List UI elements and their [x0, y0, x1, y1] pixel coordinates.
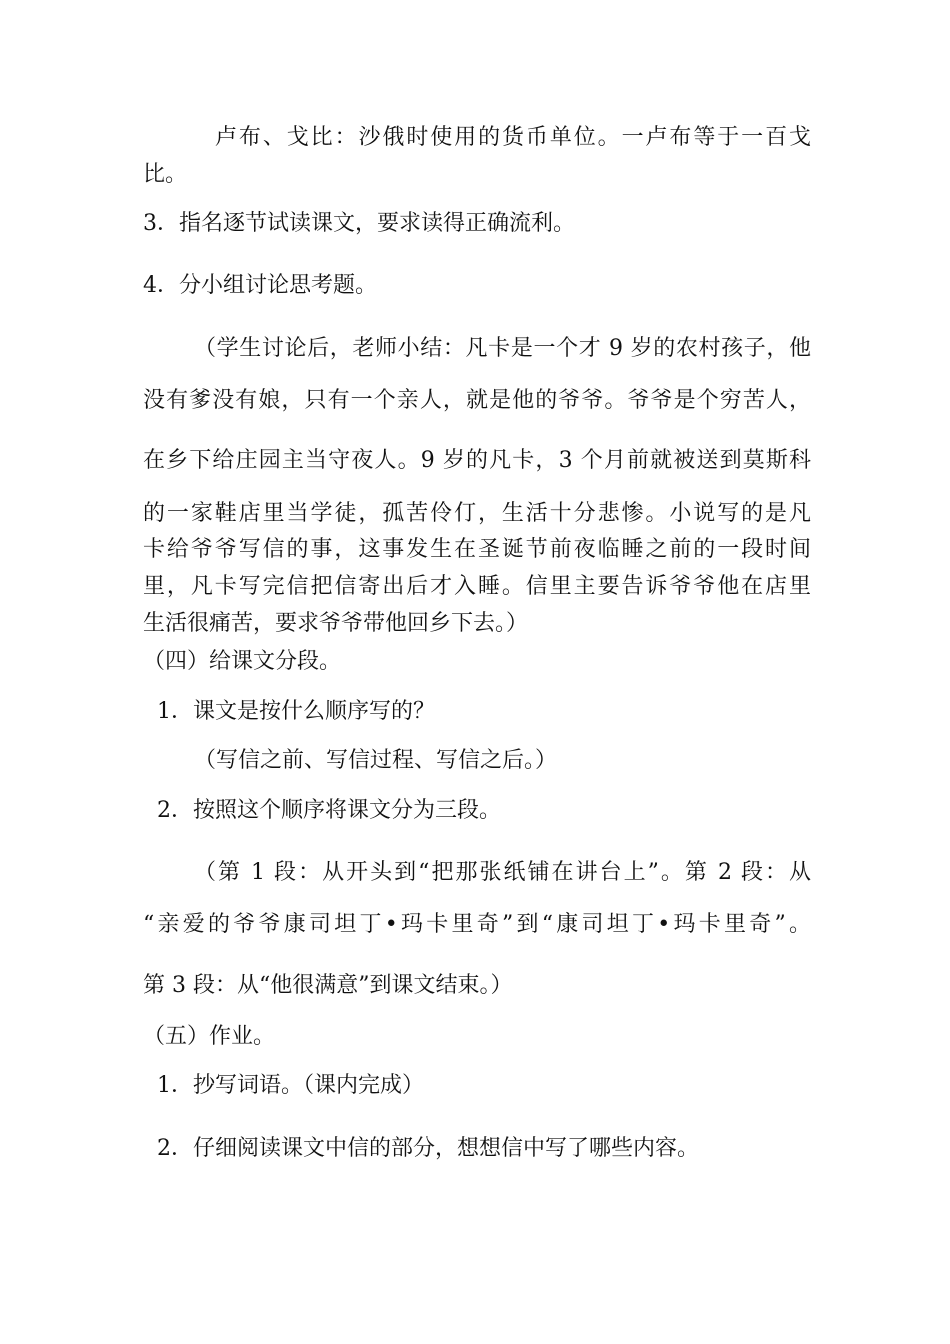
text-line: 里，凡卡写完信把信寄出后才入睡。信里主要告诉爷爷他在店里	[143, 574, 811, 599]
text-line: 卢布、戈比：沙俄时使用的货币单位。一卢布等于一百戈	[215, 125, 811, 150]
text-line: 3．指名逐节试读课文，要求读得正确流利。	[143, 211, 575, 236]
text-line: 比。	[143, 162, 188, 187]
text-line: 1．抄写词语。（课内完成）	[157, 1073, 424, 1098]
text-line: 2．仔细阅读课文中信的部分，想想信中写了哪些内容。	[157, 1136, 699, 1161]
text-line: （写信之前、写信过程、写信之后。）	[194, 748, 558, 773]
text-line: 2．按照这个顺序将课文分为三段。	[157, 798, 501, 823]
text-line: 卡给爷爷写信的事，这事发生在圣诞节前夜临睡之前的一段时间	[143, 537, 811, 562]
text-line: 在乡下给庄园主当守夜人。9 岁的凡卡，3 个月前就被送到莫斯科	[143, 448, 811, 473]
text-line: 第 3 段：从“他很满意”到课文结束。）	[143, 973, 513, 998]
section-heading: （四）给课文分段。	[143, 649, 342, 674]
section-heading: （五）作业。	[143, 1024, 276, 1049]
text-line: （学生讨论后，老师小结：凡卡是一个才 9 岁的农村孩子，他	[194, 336, 811, 361]
text-line: 生活很痛苦，要求爷爷带他回乡下去。）	[143, 611, 529, 636]
text-line: 没有爹没有娘，只有一个亲人，就是他的爷爷。爷爷是个穷苦人，	[143, 388, 811, 413]
text-line: 的一家鞋店里当学徒，孤苦伶仃，生活十分悲惨。小说写的是凡	[143, 501, 811, 526]
text-line: 1．课文是按什么顺序写的？	[157, 699, 435, 724]
text-line: （第 1 段：从开头到“把那张纸铺在讲台上”。第 2 段：从	[194, 860, 811, 885]
text-line: “亲爱的爷爷康司坦丁•玛卡里奇”到“康司坦丁•玛卡里奇”。	[143, 912, 811, 937]
text-line: 4．分小组讨论思考题。	[143, 273, 377, 298]
